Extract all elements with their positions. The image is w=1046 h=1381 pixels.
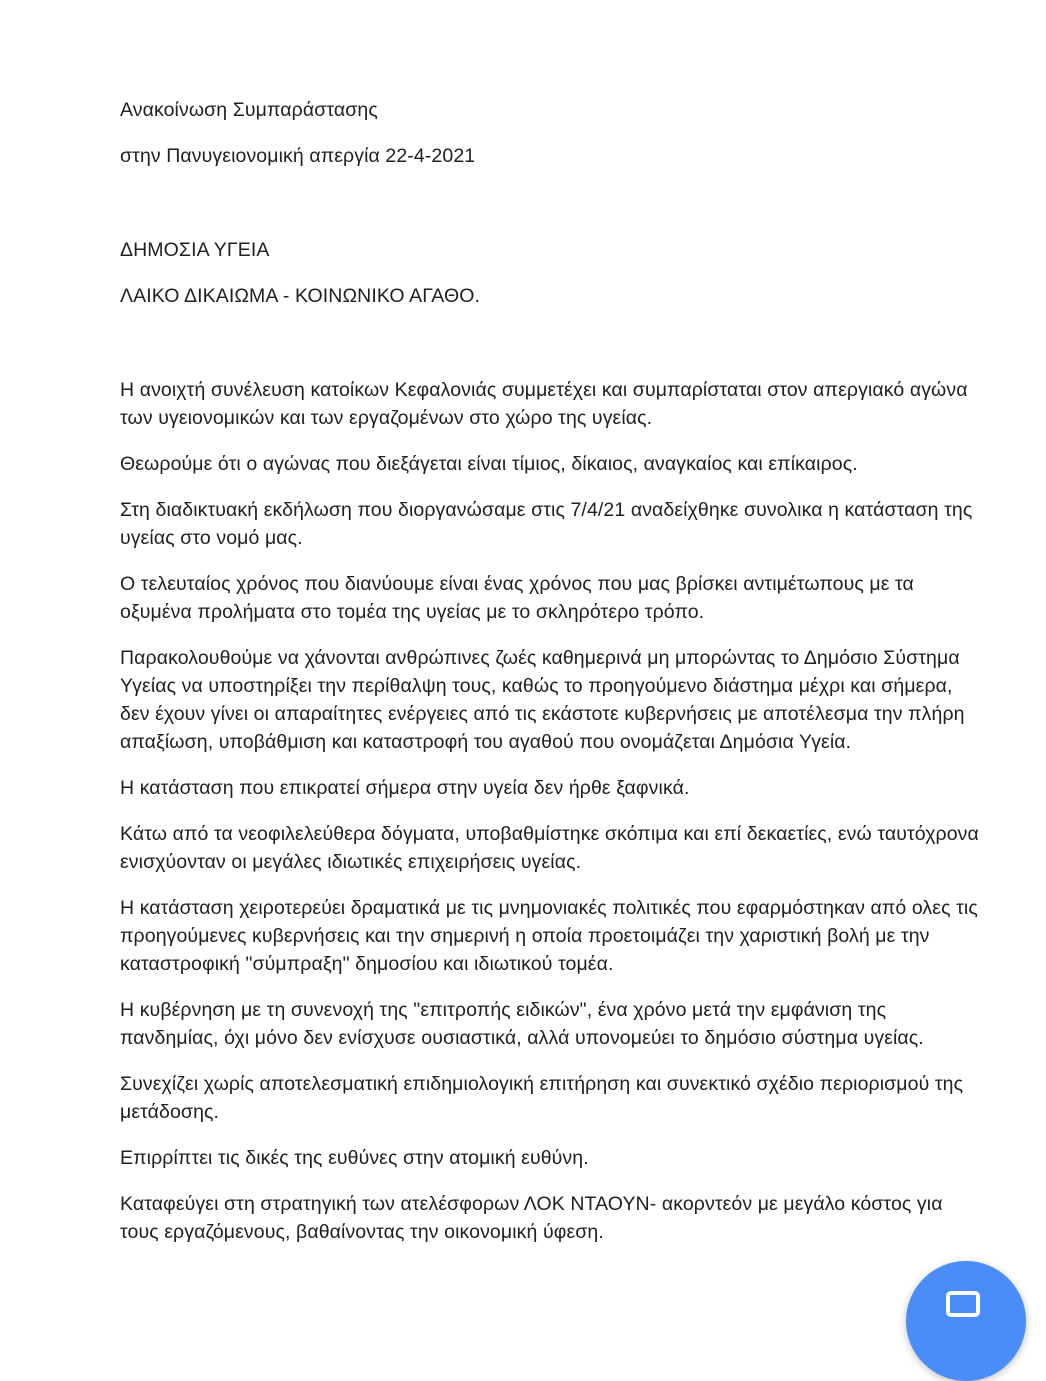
edit-fab-button[interactable] <box>906 1261 1026 1381</box>
paragraph-9: Η κυβέρνηση με τη συνενοχή της "επιτροπής ειδικών", ένα χρόνο μετά την εμφάνιση της πανδημίας, όχι μόνο δεν ενίσχυσε ουσιαστικά, αλλά υπονομεύει το δημόσιο σύστημα υγείας. <box>120 999 924 1049</box>
paragraph-5: Παρακολουθούμε να χάνονται ανθρώπινες ζωές καθημερινά μη μπορώντας το Δημόσιο Σύστημα Υγείας να υποστηρίξει την περίθαλψη τους, καθώς το προηγούμενο διάστημα μέχρι και σήμερα, δεν έχουν γίνει οι απαραίτητες ενέργειες από τις εκάστοτε κυβερνήσεις με αποτέλεσμα την πλήρη απαξίωση, υποβάθμιση και καταστροφή του αγαθού που ονομάζεται Δημόσια Υγεία. <box>120 647 965 753</box>
document-body <box>120 96 980 1264</box>
paragraph-12: Καταφεύγει στη στρατηγική των ατελέσφορων ΛΟΚ ΝΤΑΟΥΝ- ακορντεόν με μεγάλο κόστος για τους εργαζόμενους, βαθαίνοντας την οικονομική ύφεση. <box>120 1193 943 1243</box>
edit-icon <box>944 1287 984 1317</box>
paragraph-7: Κάτω από τα νεοφιλελεύθερα δόγματα, υποβαθμίστηκε σκόπιμα και επί δεκαετίες, ενώ ταυτόχρονα ενισχύονταν οι μεγάλες ιδιωτικές επιχειρήσεις υγείας. <box>120 823 979 873</box>
document-subtitle: στην Πανυγειονομική απεργία 22-4-2021 <box>120 145 476 167</box>
section-subheading: ΛΑΙΚΟ ΔΙΚΑΙΩΜΑ - ΚΟΙΝΩΝΙΚΟ ΑΓΑΘΟ. <box>120 285 480 307</box>
paragraph-4: Ο τελευταίος χρόνος που διανύουμε είναι ένας χρόνος που μας βρίσκει αντιμέτωπους με τα οξυμένα προλήματα στο τομέα της υγείας με το σκληρότερο τρόπο. <box>120 573 914 623</box>
paragraph-3: Στη διαδικτυακή εκδήλωση που διοργανώσαμε στις 7/4/21 αναδείχθηκε συνολικα η κατάσταση της υγείας στο νομό μας. <box>120 499 973 549</box>
paragraph-6: Η κατάσταση που επικρατεί σήμερα στην υγεία δεν ήρθε ξαφνικά. <box>120 777 690 799</box>
paragraph-8: Η κατάσταση χειροτερεύει δραματικά με τις μνημονιακές πολιτικές που εφαρμόστηκαν από ολες τις προηγούμενες κυβερνήσεις και την σημερινή η οποία προετοιμάζει την χαριστική βολή με την καταστροφική "σύμπραξη" δημοσίου και ιδιωτικού τομέα. <box>120 897 978 975</box>
paragraph-10: Συνεχίζει χωρίς αποτελεσματική επιδημιολογική επιτήρηση και συνεκτικό σχέδιο περιορισμού της μετάδοσης. <box>120 1073 964 1123</box>
section-heading: ΔΗΜΟΣΙΑ ΥΓΕΙΑ <box>120 239 270 261</box>
paragraph-2: Θεωρούμε ότι ο αγώνας που διεξάγεται είναι τίμιος, δίκαιος, αναγκαίος και επίκαιρος. <box>120 453 858 475</box>
document-title: Ανακοίνωση Συμπαράστασης <box>120 99 378 121</box>
paragraph-11: Επιρρίπτει τις δικές της ευθύνες στην ατομική ευθύνη. <box>120 1147 589 1169</box>
paragraph-1: Η ανοιχτή συνέλευση κατοίκων Κεφαλονιάς συμμετέχει και συμπαρίσταται στον απεργιακό αγώνα των υγειονομικών και των εργαζομένων στο χώρο της υγείας. <box>120 379 968 429</box>
